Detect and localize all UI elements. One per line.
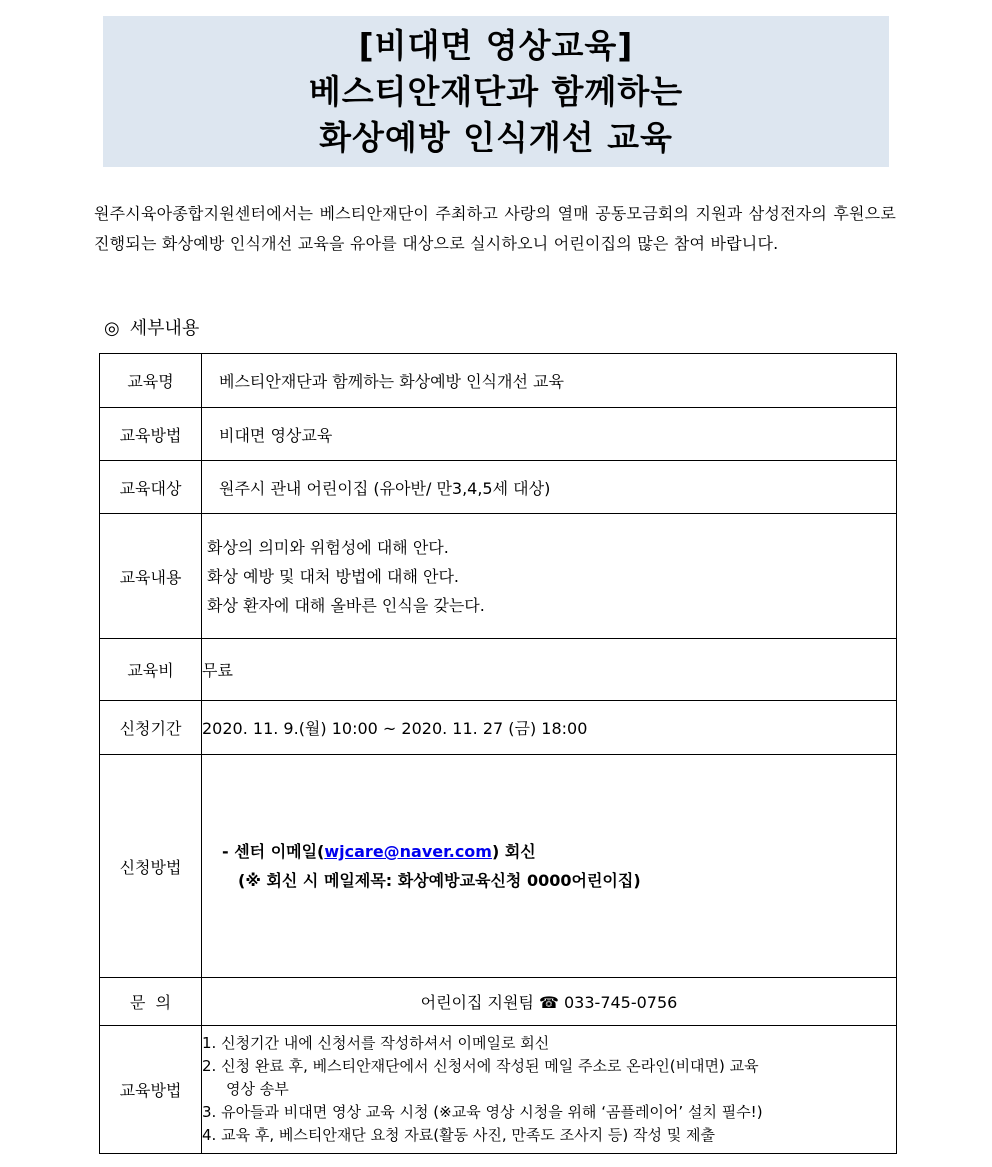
row-label: 신청기간 bbox=[100, 701, 202, 755]
row-label: 교육비 bbox=[100, 639, 202, 701]
course-method: 비대면 영상교육 bbox=[219, 425, 333, 445]
row-label: 교육방법 bbox=[100, 1026, 202, 1154]
list-item: 4. 교육 후, 베스티안재단 요청 자료(활동 사진, 만족도 조사지 등) 작성 및 제출 bbox=[202, 1126, 715, 1144]
list-item: 화상의 의미와 위험성에 대해 안다. bbox=[207, 537, 449, 557]
title-banner bbox=[103, 16, 889, 167]
content-list bbox=[202, 533, 896, 620]
contact-value: 어린이집 지원팀 ☎ 033-745-0756 bbox=[202, 978, 897, 1026]
table-row bbox=[100, 978, 897, 1026]
steps-list bbox=[202, 1032, 896, 1147]
email-link[interactable]: wjcare@naver.com bbox=[324, 842, 492, 861]
section-heading bbox=[104, 315, 199, 343]
table-row bbox=[100, 755, 897, 978]
list-item: 3. 유아들과 비대면 영상 교육 시청 (※교육 영상 시청을 위해 ‘곰플레이어’ 설치 필수!) bbox=[202, 1103, 763, 1121]
course-target: 원주시 관내 어린이집 (유아반/ 만3,4,5세 대상) bbox=[219, 478, 551, 498]
table-row bbox=[100, 1026, 897, 1154]
list-item: 영상 송부 bbox=[226, 1080, 289, 1098]
row-label: 문 의 bbox=[100, 978, 202, 1026]
title-line-1: [비대면 영상교육] bbox=[358, 25, 634, 65]
apply-line bbox=[222, 837, 896, 866]
title-line-3: 화상예방 인식개선 교육 bbox=[319, 117, 673, 157]
row-value bbox=[202, 1026, 897, 1154]
table-row bbox=[100, 514, 897, 639]
table-row bbox=[100, 461, 897, 514]
row-label: 교육명 bbox=[100, 354, 202, 408]
row-value bbox=[202, 461, 897, 514]
row-value bbox=[202, 755, 897, 978]
list-item: 2. 신청 완료 후, 베스티안재단에서 신청서에 작성된 메일 주소로 온라인(비대면) 교육 bbox=[202, 1057, 759, 1075]
list-item: 1. 신청기간 내에 신청서를 작성하셔서 이메일로 회신 bbox=[202, 1034, 550, 1052]
row-label: 신청방법 bbox=[100, 755, 202, 978]
intro-paragraph: 원주시육아종합지원센터에서는 베스티안재단이 주최하고 사랑의 열매 공동모금회의 지원과 삼성전자의 후원으로 진행되는 화상예방 인식개선 교육을 유아를 대상으로 실시하오니 어린이집의 많은 참여 바랍니다. bbox=[94, 204, 896, 253]
apply-note: (※ 회신 시 메일제목: 화상예방교육신청 0000어린이집) bbox=[238, 871, 641, 890]
row-value bbox=[202, 408, 897, 461]
section-title: 세부내용 bbox=[129, 318, 200, 339]
apply-suffix: ) 회신 bbox=[491, 842, 536, 861]
apply-prefix: - 센터 이메일( bbox=[222, 842, 325, 861]
circle-mark-icon: ◎ bbox=[104, 318, 120, 339]
apply-instructions bbox=[202, 837, 896, 895]
course-name: 베스티안재단과 함께하는 화상예방 인식개선 교육 bbox=[219, 372, 564, 391]
row-value bbox=[202, 354, 897, 408]
details-table bbox=[99, 353, 897, 1154]
row-label: 교육방법 bbox=[100, 408, 202, 461]
title-line-2: 베스티안재단과 함께하는 bbox=[308, 71, 684, 111]
period-value: 2020. 11. 9.(월) 10:00 ~ 2020. 11. 27 (금) 18:00 bbox=[202, 701, 897, 755]
fee-value: 무료 bbox=[202, 639, 897, 701]
table-row bbox=[100, 408, 897, 461]
table-row bbox=[100, 639, 897, 701]
table-row bbox=[100, 354, 897, 408]
row-label: 교육대상 bbox=[100, 461, 202, 514]
row-label: 교육내용 bbox=[100, 514, 202, 639]
list-item: 화상 예방 및 대처 방법에 대해 안다. bbox=[207, 566, 459, 586]
table-row bbox=[100, 701, 897, 755]
list-item: 화상 환자에 대해 올바른 인식을 갖는다. bbox=[207, 595, 485, 615]
row-value bbox=[202, 514, 897, 639]
